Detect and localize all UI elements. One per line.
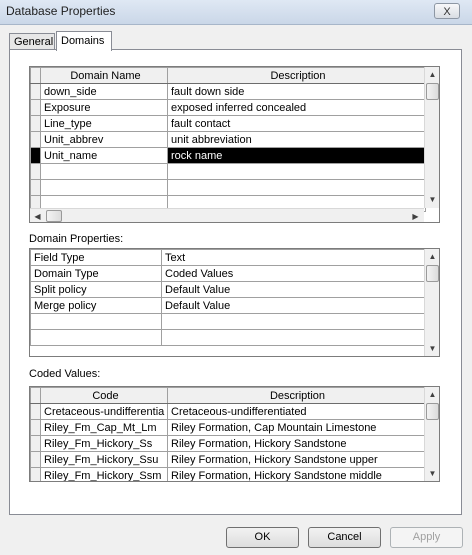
property-value-cell[interactable]: Default Value xyxy=(162,282,425,298)
code-cell[interactable]: Riley_Fm_Hickory_Ssu xyxy=(41,452,168,468)
window-title: Database Properties xyxy=(6,4,116,18)
empty-cell[interactable] xyxy=(41,180,168,196)
row-selector[interactable] xyxy=(31,468,41,483)
property-value-cell[interactable]: Default Value xyxy=(162,298,425,314)
row-selector[interactable] xyxy=(31,164,41,180)
property-name-cell: Field Type xyxy=(31,250,162,266)
domain-name-cell[interactable]: Line_type xyxy=(41,116,168,132)
table-row[interactable] xyxy=(31,116,426,132)
row-selector[interactable] xyxy=(31,420,41,436)
row-selector-header xyxy=(31,68,41,84)
close-button[interactable]: X xyxy=(434,3,460,19)
empty-cell xyxy=(162,314,425,330)
column-header-code[interactable]: Code xyxy=(41,388,168,404)
row-selector[interactable] xyxy=(31,180,41,196)
domain-name-cell[interactable]: Exposure xyxy=(41,100,168,116)
column-header-domain-name[interactable]: Domain Name xyxy=(41,68,168,84)
domains-grid xyxy=(29,66,440,223)
ok-button[interactable]: OK xyxy=(226,527,299,548)
property-name-cell: Domain Type xyxy=(31,266,162,282)
scroll-thumb[interactable] xyxy=(46,210,62,222)
domain-name-cell[interactable]: down_side xyxy=(41,84,168,100)
domains-table xyxy=(30,67,426,212)
row-selector[interactable] xyxy=(31,100,41,116)
row-selector[interactable] xyxy=(31,148,41,164)
domains-vertical-scrollbar[interactable] xyxy=(424,67,440,208)
property-name-cell: Split policy xyxy=(31,282,162,298)
property-row[interactable] xyxy=(31,298,425,314)
code-cell[interactable]: Riley_Fm_Hickory_Ssm xyxy=(41,468,168,483)
table-row[interactable] xyxy=(31,436,425,452)
property-row-empty xyxy=(31,314,425,330)
description-cell[interactable]: exposed inferred concealed xyxy=(168,100,426,116)
code-cell[interactable]: Riley_Fm_Hickory_Ss xyxy=(41,436,168,452)
table-row[interactable] xyxy=(31,468,425,483)
scroll-left-arrow-icon[interactable]: ◀ xyxy=(34,212,41,221)
description-cell[interactable]: rock name xyxy=(168,148,426,164)
description-cell[interactable]: Riley Formation, Cap Mountain Limestone xyxy=(168,420,425,436)
table-row[interactable] xyxy=(31,100,426,116)
table-row[interactable] xyxy=(31,404,425,420)
column-header-description[interactable]: Description xyxy=(168,388,425,404)
empty-cell[interactable] xyxy=(41,164,168,180)
domain-properties-label: Domain Properties: xyxy=(29,233,124,245)
property-value-cell[interactable]: Coded Values xyxy=(162,266,425,282)
cancel-button[interactable]: Cancel xyxy=(308,527,381,548)
scroll-down-arrow-icon[interactable]: ▼ xyxy=(428,344,437,353)
domain-properties-table xyxy=(30,249,425,346)
table-row-empty[interactable] xyxy=(31,164,426,180)
scroll-right-arrow-icon[interactable]: ▶ xyxy=(412,212,419,221)
table-row-empty[interactable] xyxy=(31,180,426,196)
property-name-cell: Merge policy xyxy=(31,298,162,314)
empty-cell[interactable] xyxy=(168,180,426,196)
description-cell[interactable]: Riley Formation, Hickory Sandstone middle xyxy=(168,468,425,483)
properties-vertical-scrollbar[interactable] xyxy=(424,249,440,356)
scroll-up-arrow-icon[interactable]: ▲ xyxy=(428,390,437,399)
scroll-thumb[interactable] xyxy=(426,403,439,420)
domain-name-cell[interactable]: Unit_name xyxy=(41,148,168,164)
property-row[interactable] xyxy=(31,266,425,282)
row-selector[interactable] xyxy=(31,436,41,452)
table-row[interactable] xyxy=(31,452,425,468)
coded-values-label: Coded Values: xyxy=(29,368,101,380)
coded-values-header-row xyxy=(31,388,425,404)
property-row[interactable] xyxy=(31,282,425,298)
coded-values-grid xyxy=(29,386,440,482)
row-selector[interactable] xyxy=(31,116,41,132)
description-cell[interactable]: fault down side xyxy=(168,84,426,100)
row-selector[interactable] xyxy=(31,404,41,420)
empty-cell xyxy=(31,330,162,346)
table-row-selected[interactable] xyxy=(31,148,426,164)
description-cell[interactable]: Cretaceous-undifferentiated xyxy=(168,404,425,420)
domain-properties-grid xyxy=(29,248,440,357)
row-selector[interactable] xyxy=(31,452,41,468)
row-selector[interactable] xyxy=(31,84,41,100)
description-cell[interactable]: Riley Formation, Hickory Sandstone upper xyxy=(168,452,425,468)
coded-values-table xyxy=(30,387,425,482)
table-row[interactable] xyxy=(31,84,426,100)
description-cell[interactable]: fault contact xyxy=(168,116,426,132)
description-cell[interactable]: unit abbreviation xyxy=(168,132,426,148)
tab-general[interactable]: General xyxy=(9,33,55,50)
domains-horizontal-scrollbar[interactable] xyxy=(30,208,424,223)
table-row[interactable] xyxy=(31,420,425,436)
scroll-down-arrow-icon[interactable]: ▼ xyxy=(428,469,437,478)
scroll-down-arrow-icon[interactable]: ▼ xyxy=(428,195,437,204)
scroll-up-arrow-icon[interactable]: ▲ xyxy=(428,252,437,261)
title-bar xyxy=(0,0,472,25)
empty-cell xyxy=(31,314,162,330)
column-header-description[interactable]: Description xyxy=(168,68,426,84)
empty-cell xyxy=(162,330,425,346)
code-cell[interactable]: Cretaceous-undifferentia xyxy=(41,404,168,420)
empty-cell[interactable] xyxy=(168,164,426,180)
tab-domains[interactable]: Domains xyxy=(56,31,112,51)
row-selector-header xyxy=(31,388,41,404)
scroll-thumb[interactable] xyxy=(426,83,439,100)
code-cell[interactable]: Riley_Fm_Cap_Mt_Lm xyxy=(41,420,168,436)
property-value-cell[interactable]: Text xyxy=(162,250,425,266)
apply-button[interactable]: Apply xyxy=(390,527,463,548)
table-row[interactable] xyxy=(31,132,426,148)
domain-name-cell[interactable]: Unit_abbrev xyxy=(41,132,168,148)
coded-values-vertical-scrollbar[interactable] xyxy=(424,387,440,481)
scroll-thumb[interactable] xyxy=(426,265,439,282)
scroll-up-arrow-icon[interactable]: ▲ xyxy=(428,70,437,79)
property-row[interactable] xyxy=(31,250,425,266)
property-row-empty xyxy=(31,330,425,346)
row-selector[interactable] xyxy=(31,132,41,148)
domains-header-row xyxy=(31,68,426,84)
description-cell[interactable]: Riley Formation, Hickory Sandstone xyxy=(168,436,425,452)
